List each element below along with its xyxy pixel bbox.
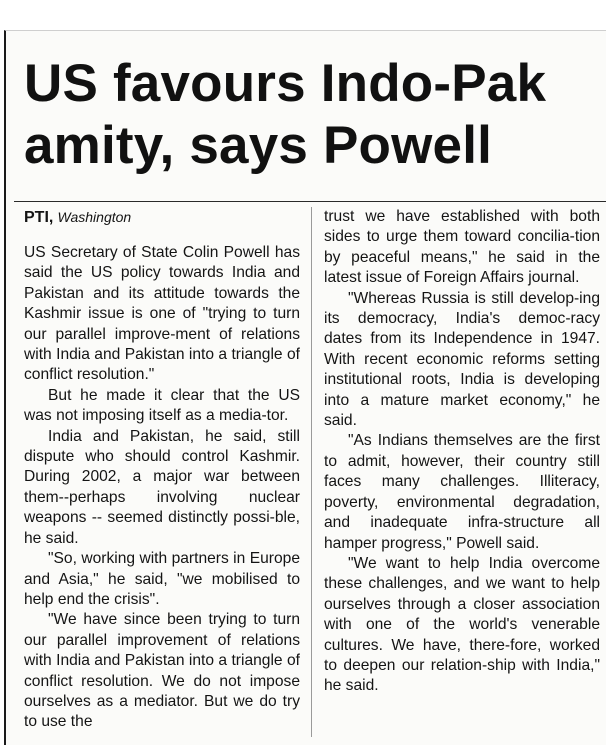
article-paragraph: "So, working with partners in Europe and Asia," he said, "we mobilised to help end the crisis".	[24, 550, 300, 608]
newspaper-clipping	[4, 30, 606, 745]
article-paragraph: trust we have established with both sides to urge them toward concilia-tion by peaceful means," he said in the latest issue of Foreign Affairs journal.	[324, 208, 600, 287]
headline-rule	[14, 201, 606, 202]
article-column-right	[324, 207, 600, 697]
article-paragraph: But he made it clear that the US was not imposing itself as a media-tor.	[24, 386, 300, 425]
article-paragraph: "As Indians themselves are the first to admit, however, their country still faces many challenges. Illiteracy, poverty, environmental degradation, and inadequate infra-structure all hamper progress," Powell said.	[324, 432, 600, 552]
article-paragraph: "We want to help India overcome these challenges, and we want to help ourselves through a closer association with one of the world's venerable cultures. We have, there-fore, worked to deepen our relation-ship with India," he said.	[324, 554, 600, 695]
headline: US favours Indo-Pak amity, says Powell	[24, 54, 547, 175]
article-paragraph: India and Pakistan, he said, still dispute who should control Kashmir. During 2002, a major war between them--perhaps involving nuclear weapons -- seemed distinctly possi-ble, he said.	[24, 427, 300, 547]
article-paragraph: US Secretary of State Colin Powell has said the US policy towards India and Pakistan and its attitude towards the Kashmir issue is one of "trying to turn our parallel improve-ment of relations with India and Pakistan into a triangle of conflict resolution."	[24, 244, 300, 384]
byline-agency: PTI,	[24, 209, 54, 226]
column-divider	[311, 207, 312, 737]
article-paragraph: "Whereas Russia is still develop-ing its democracy, India's democ-racy dates from its Independence in 1947. With recent economic reforms setting institutional roots, India is developing into a mature market economy," he said.	[324, 289, 600, 430]
byline-place: Washington	[57, 209, 132, 225]
article-column-left	[24, 243, 300, 733]
article-paragraph: "We have since been trying to turn our parallel improvement of relations with India and Pakistan into a triangle of conflict resolution. We do not impose ourselves as a mediator. But we do try to use the	[24, 611, 300, 731]
byline	[24, 207, 131, 228]
